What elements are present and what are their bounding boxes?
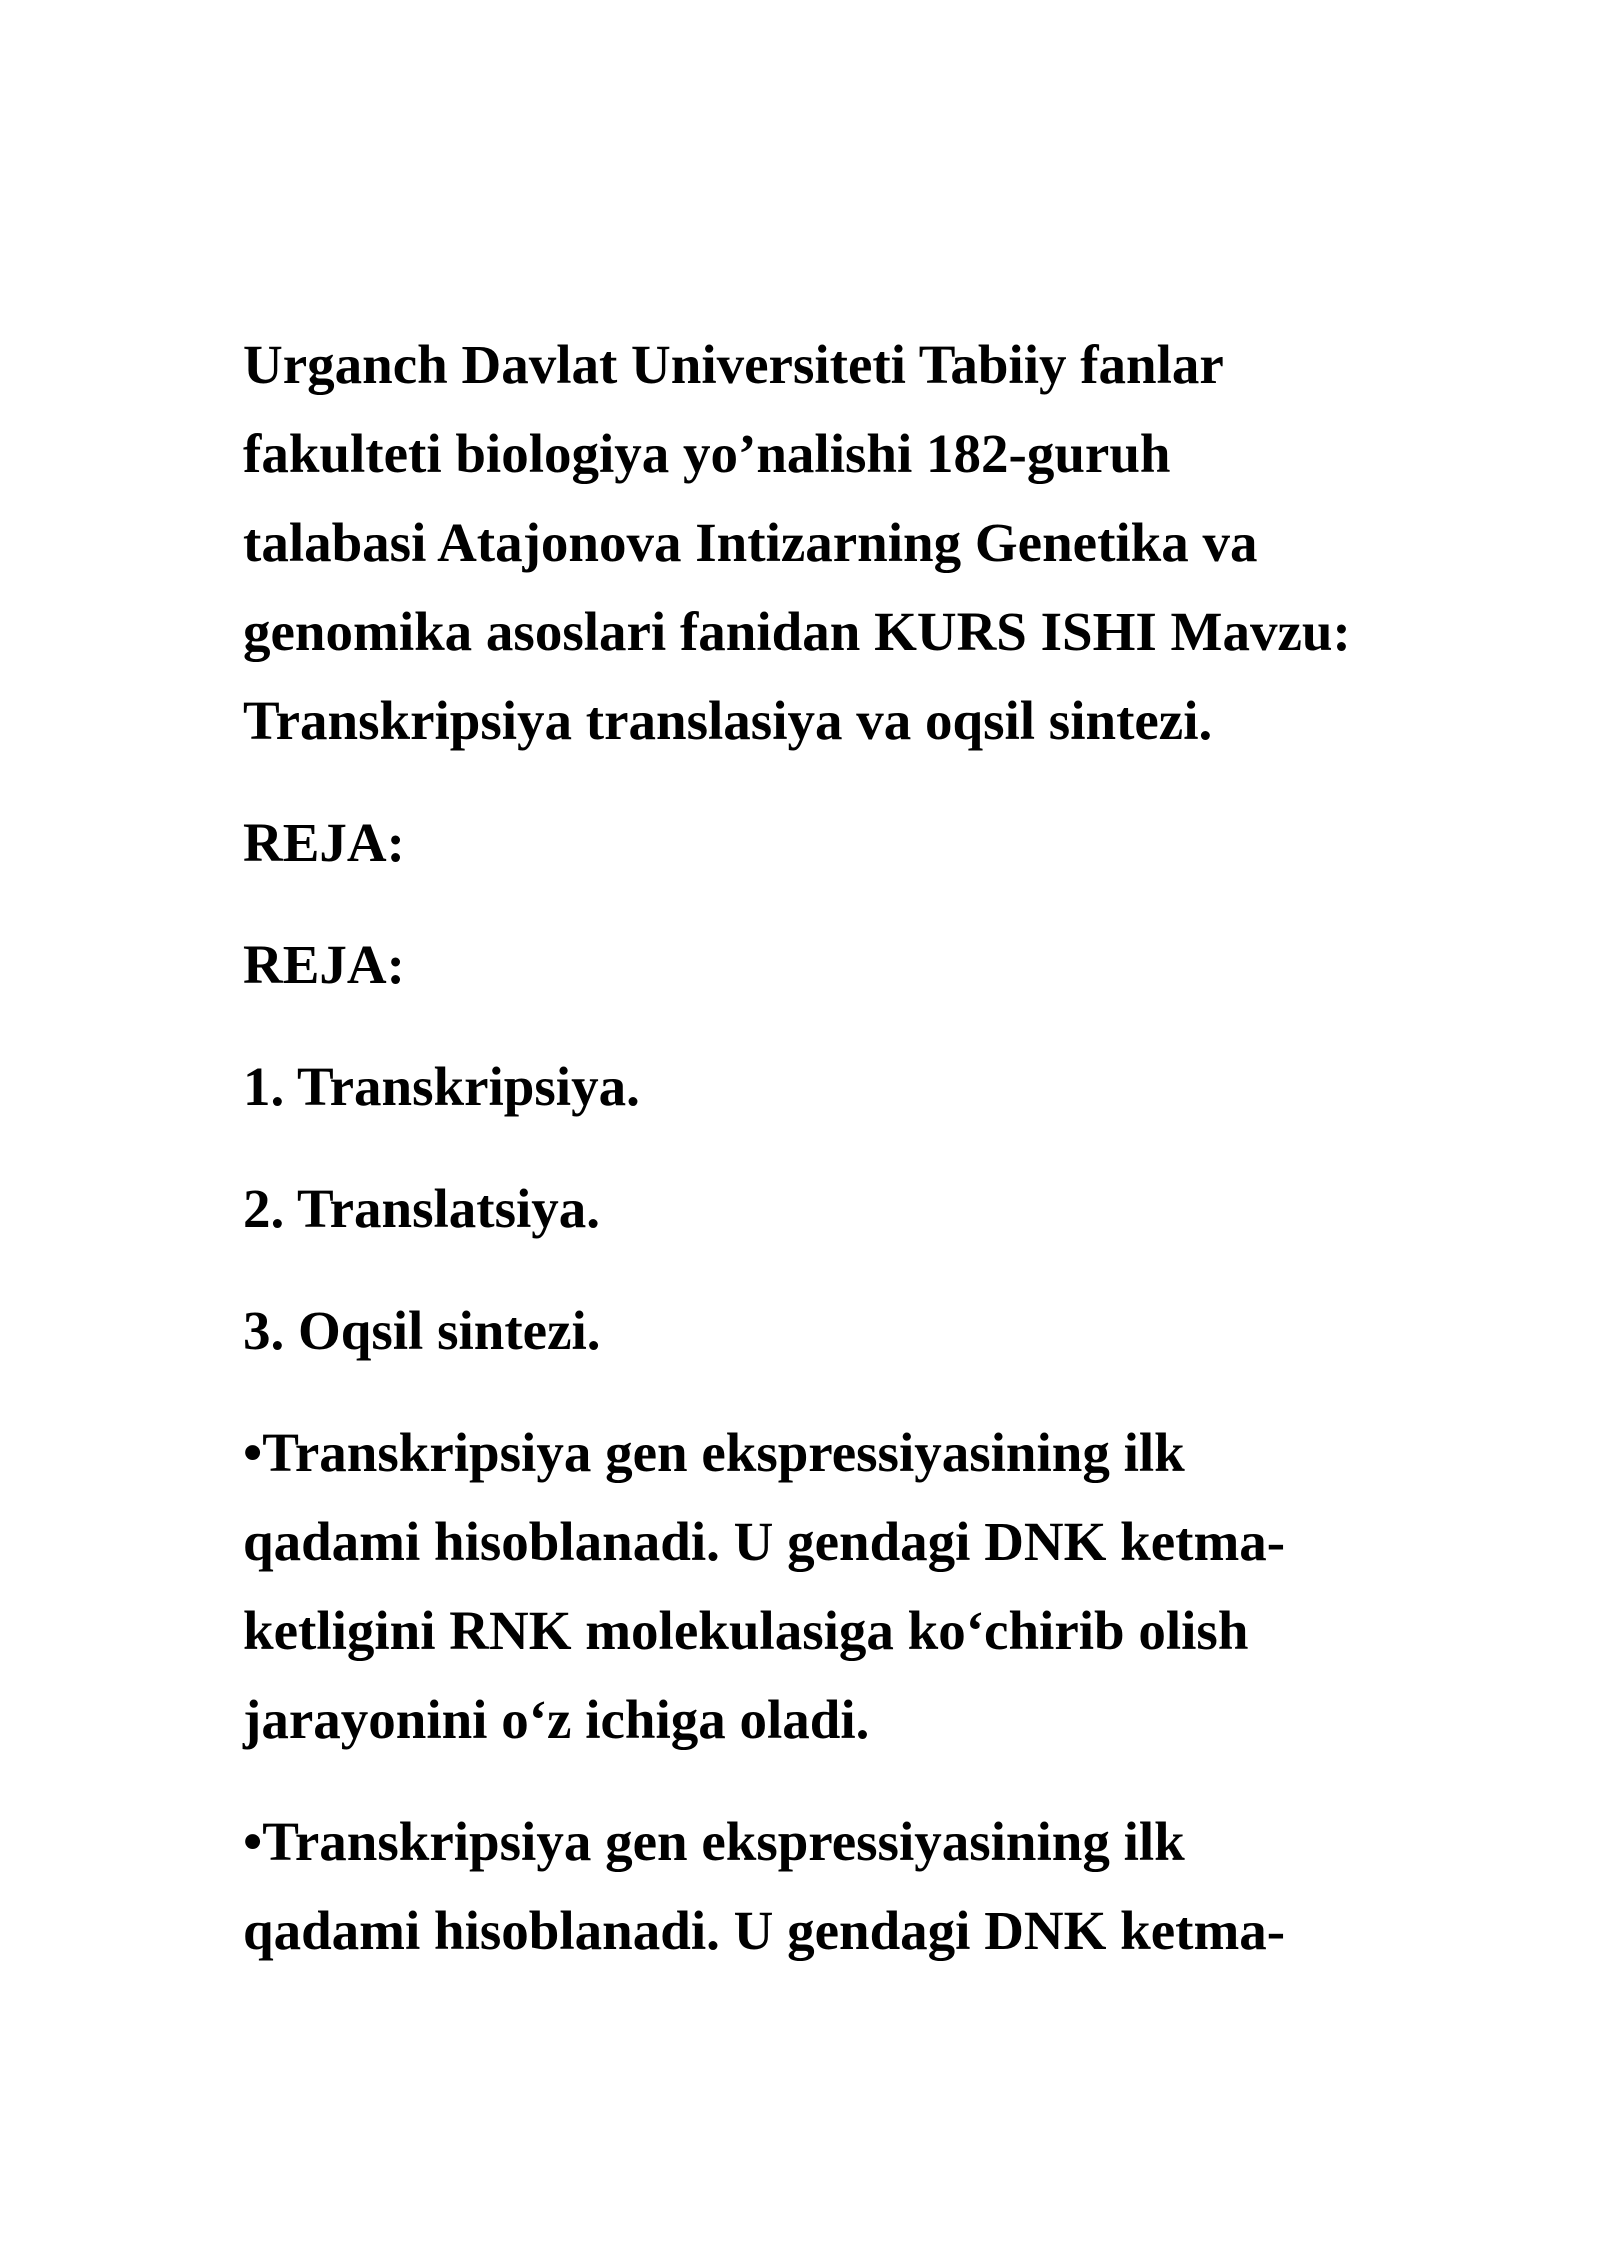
text-line: 1. Transkripsiya. <box>243 1056 640 1117</box>
reja-heading-1 <box>243 798 1423 887</box>
title-line: Transkripsiya translasiya va oqsil sintezi. <box>243 690 1213 751</box>
reja-heading-2 <box>243 920 1423 1009</box>
title-line: genomika asoslari fanidan KURS ISHI Mavzu: <box>243 601 1351 662</box>
list-item-3 <box>243 1286 1423 1375</box>
text-line: qadami hisoblanadi. U gendagi DNK ketma- <box>243 1900 1286 1961</box>
title-line: fakulteti biologiya yo’nalishi 182-guruh <box>243 423 1171 484</box>
text-line: 3. Oqsil sintezi. <box>243 1300 601 1361</box>
bullet-paragraph-2 <box>243 1797 1423 1975</box>
text-line: •Transkripsiya gen ekspressiyasining ilk <box>243 1422 1185 1483</box>
title-line: Urganch Davlat Universiteti Tabiiy fanlar <box>243 334 1224 395</box>
document-content <box>243 320 1423 2008</box>
text-line: REJA: <box>243 812 405 873</box>
text-line: qadami hisoblanadi. U gendagi DNK ketma- <box>243 1511 1286 1572</box>
list-item-1 <box>243 1042 1423 1131</box>
text-line: 2. Translatsiya. <box>243 1178 601 1239</box>
list-item-2 <box>243 1164 1423 1253</box>
text-line: jarayonini o‘z ichiga oladi. <box>243 1689 870 1750</box>
title-line: talabasi Atajonova Intizarning Genetika va <box>243 512 1258 573</box>
title-paragraph <box>243 320 1423 765</box>
text-line: REJA: <box>243 934 405 995</box>
text-line: ketligini RNK molekulasiga ko‘chirib olish <box>243 1600 1249 1661</box>
bullet-paragraph-1 <box>243 1408 1423 1764</box>
text-line: •Transkripsiya gen ekspressiyasining ilk <box>243 1811 1185 1872</box>
